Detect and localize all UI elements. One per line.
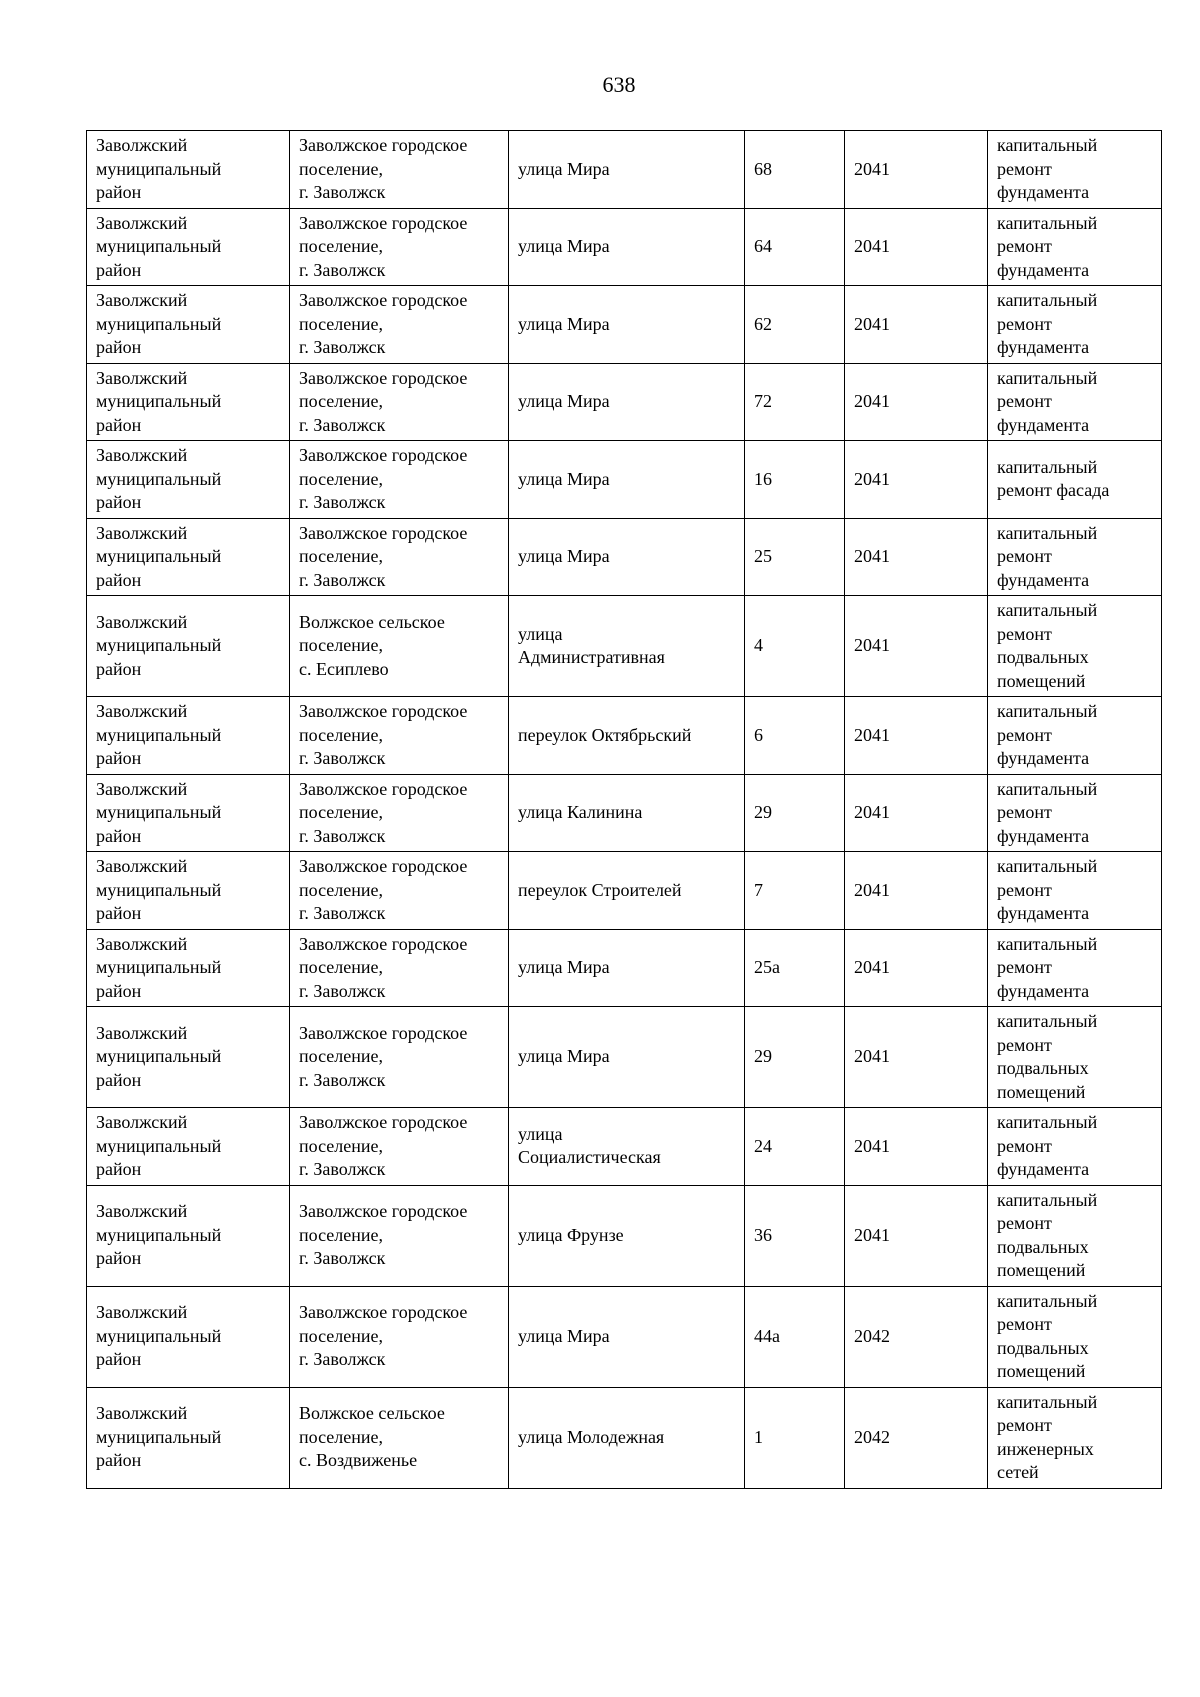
house-number-cell: 7	[745, 852, 845, 930]
district-cell: Заволжский муниципальный район	[87, 1286, 290, 1387]
table-row	[87, 518, 1162, 596]
work-type-cell: капитальный ремонт фундамента	[988, 286, 1162, 364]
house-number-cell: 62	[745, 286, 845, 364]
repair-schedule-table	[86, 130, 1162, 1489]
street-cell: улица Мира	[509, 1007, 745, 1108]
page-number: 638	[602, 72, 636, 97]
table-row	[87, 929, 1162, 1007]
work-type-cell: капитальный ремонт подвальных помещений	[988, 1007, 1162, 1108]
work-type-cell: капитальный ремонт фундамента	[988, 363, 1162, 441]
street-cell: переулок Октябрьский	[509, 697, 745, 775]
district-cell: Заволжский муниципальный район	[87, 208, 290, 286]
year-cell: 2041	[845, 1185, 988, 1286]
district-cell: Заволжский муниципальный район	[87, 441, 290, 519]
table-row	[87, 363, 1162, 441]
district-cell: Заволжский муниципальный район	[87, 1007, 290, 1108]
street-cell: переулок Строителей	[509, 852, 745, 930]
house-number-cell: 1	[745, 1387, 845, 1488]
settlement-cell: Заволжское городское поселение, г. Заволжск	[290, 441, 509, 519]
house-number-cell: 36	[745, 1185, 845, 1286]
table-row	[87, 774, 1162, 852]
year-cell: 2041	[845, 774, 988, 852]
house-number-cell: 6	[745, 697, 845, 775]
table-row	[87, 1108, 1162, 1186]
settlement-cell: Заволжское городское поселение, г. Заволжск	[290, 852, 509, 930]
table-row	[87, 1286, 1162, 1387]
table-row	[87, 441, 1162, 519]
table-row	[87, 1185, 1162, 1286]
work-type-cell: капитальный ремонт фундамента	[988, 697, 1162, 775]
house-number-cell: 25	[745, 518, 845, 596]
settlement-cell: Волжское сельское поселение, с. Есиплево	[290, 596, 509, 697]
street-cell: улица Мира	[509, 929, 745, 1007]
district-cell: Заволжский муниципальный район	[87, 697, 290, 775]
settlement-cell: Заволжское городское поселение, г. Заволжск	[290, 363, 509, 441]
house-number-cell: 29	[745, 1007, 845, 1108]
street-cell: улица Административная	[509, 596, 745, 697]
settlement-cell: Заволжское городское поселение, г. Заволжск	[290, 1007, 509, 1108]
work-type-cell: капитальный ремонт фундамента	[988, 518, 1162, 596]
table-row	[87, 286, 1162, 364]
settlement-cell: Заволжское городское поселение, г. Заволжск	[290, 131, 509, 209]
work-type-cell: капитальный ремонт фундамента	[988, 208, 1162, 286]
district-cell: Заволжский муниципальный район	[87, 1387, 290, 1488]
work-type-cell: капитальный ремонт фундамента	[988, 1108, 1162, 1186]
street-cell: улица Мира	[509, 518, 745, 596]
year-cell: 2041	[845, 208, 988, 286]
table-row	[87, 131, 1162, 209]
year-cell: 2042	[845, 1286, 988, 1387]
year-cell: 2041	[845, 286, 988, 364]
street-cell: улица Мира	[509, 131, 745, 209]
table-row	[87, 1007, 1162, 1108]
year-cell: 2041	[845, 441, 988, 519]
settlement-cell: Заволжское городское поселение, г. Заволжск	[290, 1185, 509, 1286]
house-number-cell: 29	[745, 774, 845, 852]
work-type-cell: капитальный ремонт фундамента	[988, 774, 1162, 852]
year-cell: 2041	[845, 1007, 988, 1108]
house-number-cell: 16	[745, 441, 845, 519]
settlement-cell: Заволжское городское поселение, г. Заволжск	[290, 286, 509, 364]
work-type-cell: капитальный ремонт фундамента	[988, 929, 1162, 1007]
house-number-cell: 68	[745, 131, 845, 209]
work-type-cell: капитальный ремонт подвальных помещений	[988, 1185, 1162, 1286]
year-cell: 2041	[845, 131, 988, 209]
district-cell: Заволжский муниципальный район	[87, 131, 290, 209]
house-number-cell: 24	[745, 1108, 845, 1186]
table-row	[87, 1387, 1162, 1488]
settlement-cell: Заволжское городское поселение, г. Заволжск	[290, 518, 509, 596]
district-cell: Заволжский муниципальный район	[87, 929, 290, 1007]
work-type-cell: капитальный ремонт фундамента	[988, 852, 1162, 930]
year-cell: 2041	[845, 929, 988, 1007]
year-cell: 2041	[845, 363, 988, 441]
settlement-cell: Заволжское городское поселение, г. Заволжск	[290, 1108, 509, 1186]
settlement-cell: Заволжское городское поселение, г. Заволжск	[290, 1286, 509, 1387]
district-cell: Заволжский муниципальный район	[87, 1108, 290, 1186]
year-cell: 2041	[845, 697, 988, 775]
street-cell: улица Мира	[509, 441, 745, 519]
table-row	[87, 697, 1162, 775]
year-cell: 2041	[845, 1108, 988, 1186]
house-number-cell: 64	[745, 208, 845, 286]
district-cell: Заволжский муниципальный район	[87, 596, 290, 697]
house-number-cell: 44а	[745, 1286, 845, 1387]
street-cell: улица Молодежная	[509, 1387, 745, 1488]
year-cell: 2041	[845, 518, 988, 596]
work-type-cell: капитальный ремонт фундамента	[988, 131, 1162, 209]
district-cell: Заволжский муниципальный район	[87, 286, 290, 364]
work-type-cell: капитальный ремонт инженерных сетей	[988, 1387, 1162, 1488]
house-number-cell: 25а	[745, 929, 845, 1007]
street-cell: улица Мира	[509, 1286, 745, 1387]
house-number-cell: 4	[745, 596, 845, 697]
settlement-cell: Волжское сельское поселение, с. Воздвиженье	[290, 1387, 509, 1488]
street-cell: улица Калинина	[509, 774, 745, 852]
street-cell: улица Социалистическая	[509, 1108, 745, 1186]
year-cell: 2042	[845, 1387, 988, 1488]
table-row	[87, 596, 1162, 697]
district-cell: Заволжский муниципальный район	[87, 518, 290, 596]
settlement-cell: Заволжское городское поселение, г. Заволжск	[290, 697, 509, 775]
house-number-cell: 72	[745, 363, 845, 441]
street-cell: улица Мира	[509, 363, 745, 441]
street-cell: улица Фрунзе	[509, 1185, 745, 1286]
district-cell: Заволжский муниципальный район	[87, 363, 290, 441]
street-cell: улица Мира	[509, 286, 745, 364]
table-row	[87, 852, 1162, 930]
settlement-cell: Заволжское городское поселение, г. Заволжск	[290, 774, 509, 852]
street-cell: улица Мира	[509, 208, 745, 286]
work-type-cell: капитальный ремонт фасада	[988, 441, 1162, 519]
work-type-cell: капитальный ремонт подвальных помещений	[988, 1286, 1162, 1387]
settlement-cell: Заволжское городское поселение, г. Заволжск	[290, 208, 509, 286]
year-cell: 2041	[845, 852, 988, 930]
table-row	[87, 208, 1162, 286]
district-cell: Заволжский муниципальный район	[87, 774, 290, 852]
district-cell: Заволжский муниципальный район	[87, 852, 290, 930]
work-type-cell: капитальный ремонт подвальных помещений	[988, 596, 1162, 697]
year-cell: 2041	[845, 596, 988, 697]
district-cell: Заволжский муниципальный район	[87, 1185, 290, 1286]
settlement-cell: Заволжское городское поселение, г. Заволжск	[290, 929, 509, 1007]
